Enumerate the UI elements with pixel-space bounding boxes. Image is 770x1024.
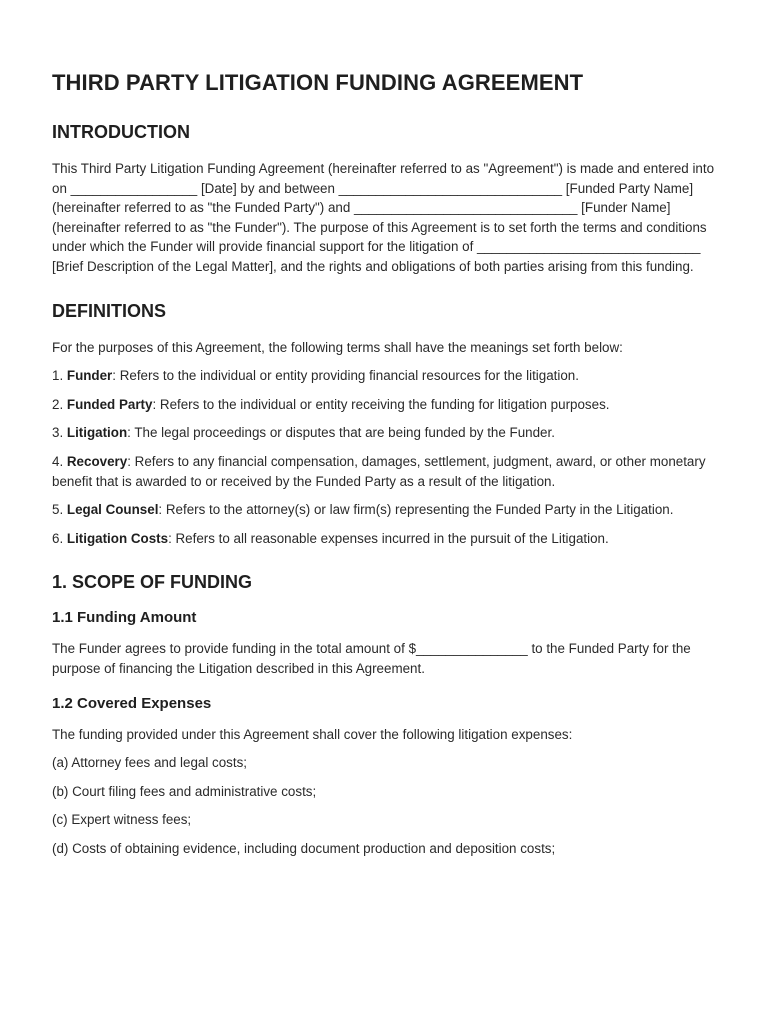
definition-term: Litigation — [66, 425, 128, 441]
definition-item: 3. Litigation: The legal proceedings or disputes that are being funded by the Funder. — [52, 425, 555, 441]
expense-item: (b) Court filing fees and administrative costs; — [52, 783, 317, 799]
definitions-heading: DEFINITIONS — [52, 300, 167, 321]
covered-expenses-intro: The funding provided under this Agreement shall cover the following litigation expenses: — [52, 726, 573, 742]
covered-expenses-heading: 1.2 Covered Expenses — [52, 694, 212, 712]
introduction-heading: INTRODUCTION — [52, 122, 190, 142]
expense-item: (a) Attorney fees and legal costs; — [52, 755, 248, 771]
funding-amount-paragraph: The Funder agrees to provide funding in the total amount of $_______________ to the Funded Party for the purpose of financing the Litigation described in this Agreement. — [52, 641, 691, 676]
definition-item: 5. Legal Counsel: Refers to the attorney(s) or law firm(s) representing the Funded Party in the Litigation. — [52, 502, 674, 518]
definition-term: Funder — [66, 368, 113, 384]
expense-item: (c) Expert witness fees; — [52, 812, 192, 828]
definition-term: Litigation Costs — [66, 530, 169, 546]
funding-amount-heading: 1.1 Funding Amount — [52, 609, 197, 627]
definition-item: 1. Funder: Refers to the individual or entity providing financial resources for the litigation. — [52, 368, 579, 384]
introduction-paragraph: This Third Party Litigation Funding Agreement (hereinafter referred to as "Agreement") is made and entered into on _________________ [Date] by and between ______________________________ [Funded Party Name] (hereinafter referred to as "the Funded Party") and ______________________________ [Funder Name] (hereinafter referred to as "the Funder"). The purpose of this Agreement is to set forth the terms and conditions under which the Funder will provide financial support for the litigation of ______________________________ [Brief Description of the Legal Matter], and the rights and obligations of both parties arising from this funding. — [52, 161, 715, 274]
definition-term: Legal Counsel — [66, 502, 159, 518]
definitions-intro: For the purposes of this Agreement, the following terms shall have the meanings set forth below: — [52, 339, 623, 355]
expense-item: (d) Costs of obtaining evidence, including document production and deposition costs; — [52, 840, 556, 856]
scope-heading: 1. SCOPE OF FUNDING — [52, 572, 253, 593]
definition-item: 4. Recovery: Refers to any financial compensation, damages, settlement, judgment, award, or other monetary benefit that is awarded to or received by the Funded Party as a result of the litigation. — [52, 453, 706, 489]
definition-term: Recovery — [66, 453, 128, 469]
document-title: THIRD PARTY LITIGATION FUNDING AGREEMENT — [52, 70, 584, 95]
definition-item: 6. Litigation Costs: Refers to all reasonable expenses incurred in the pursuit of the Litigation. — [52, 530, 609, 546]
definition-term: Funded Party — [66, 396, 153, 412]
definition-item: 2. Funded Party: Refers to the individual or entity receiving the funding for litigation purposes. — [52, 396, 610, 412]
